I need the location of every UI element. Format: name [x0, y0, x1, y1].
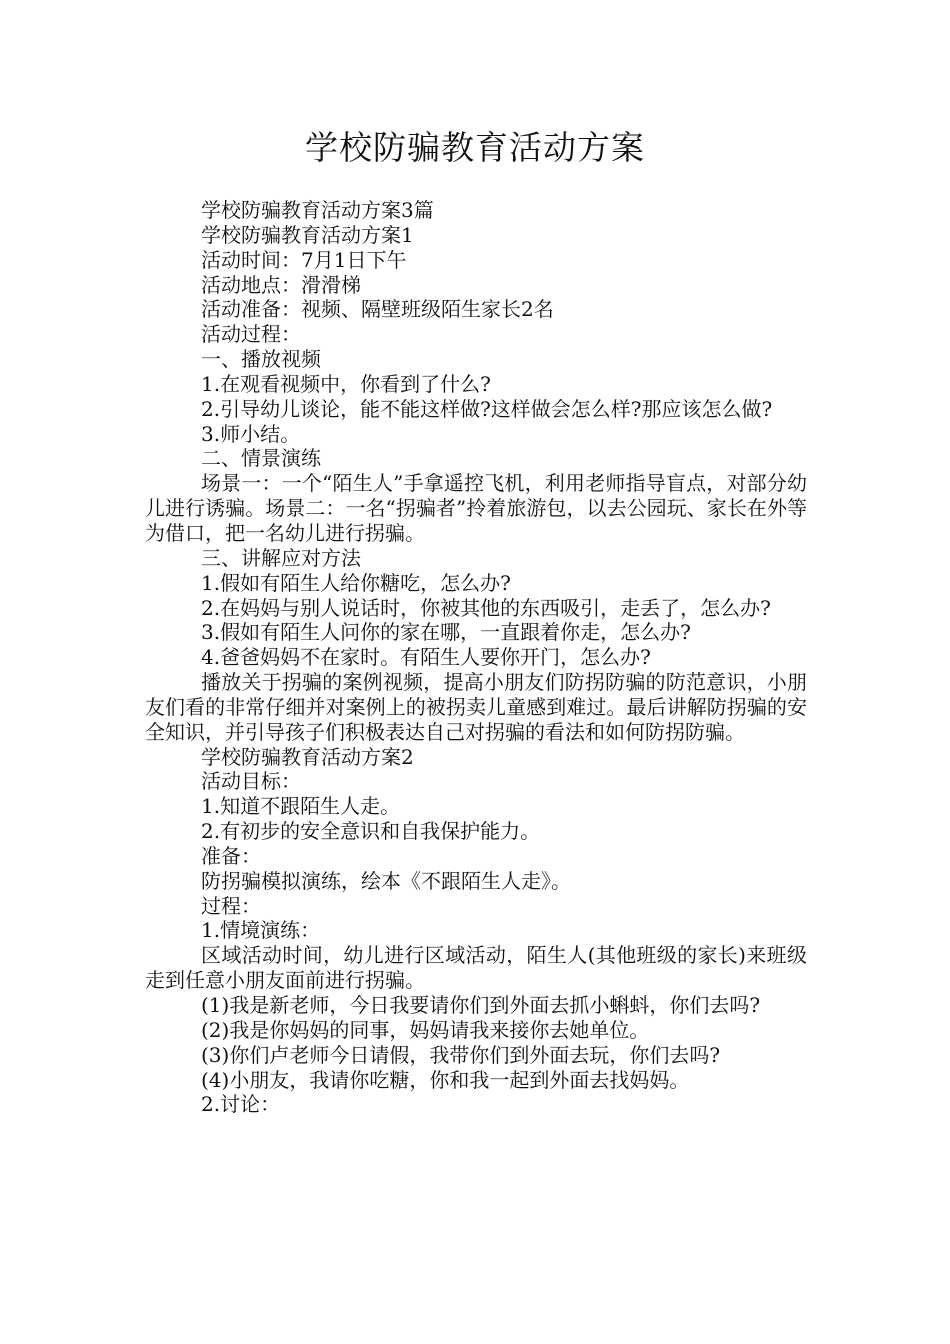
- paragraph-item: 3.师小结。: [201, 421, 301, 446]
- paragraph-plan1-heading: 学校防骗教育活动方案1: [201, 222, 414, 247]
- paragraph-location: 活动地点：滑滑梯: [201, 272, 361, 297]
- paragraph-prep-content: 防拐骗模拟演练，绘本《不跟陌生人走》。: [201, 868, 571, 893]
- paragraph-item: 2.讨论：: [201, 1092, 281, 1117]
- paragraph-time: 活动时间：7月1日下午: [201, 247, 407, 272]
- paragraph-item: 2.在妈妈与别人说话时，你被其他的东西吸引，走丢了，怎么办?: [201, 595, 771, 620]
- paragraph-item: (4)小朋友，我请你吃糖，你和我一起到外面去找妈妈。: [201, 1067, 690, 1092]
- paragraph-section-3: 三、讲解应对方法: [201, 545, 361, 570]
- paragraph-item: (3)你们卢老师今日请假，我带你们到外面去玩，你们去吗?: [201, 1042, 721, 1067]
- paragraph-scenario: 区域活动时间，幼儿进行区域活动，陌生人(其他班级的家长)来班级走到任意小朋友面前进行拐骗。: [145, 943, 807, 993]
- paragraph-item: 1.在观看视频中，你看到了什么?: [201, 371, 491, 396]
- paragraph-item: 2.引导幼儿谈论，能不能这样做?这样做会怎么样?那应该怎么做?: [201, 396, 773, 421]
- paragraph-goals: 活动目标：: [201, 769, 301, 794]
- paragraph-process: 活动过程：: [201, 322, 301, 347]
- paragraph-plan2-heading: 学校防骗教育活动方案2: [201, 744, 414, 769]
- paragraph-item: 4.爸爸妈妈不在家时。有陌生人要你开门，怎么办?: [201, 645, 651, 670]
- paragraph-item: 1.情境演练：: [201, 918, 321, 943]
- paragraph-item: (1)我是新老师，今日我要请你们到外面去抓小蝌蚪，你们去吗?: [201, 993, 761, 1017]
- paragraph-summary: 播放关于拐骗的案例视频，提高小朋友们防拐防骗的防范意识，小朋友们看的非常仔细并对案例上的被拐卖儿童感到难过。最后讲解防拐骗的安全知识，并引导孩子们积极表达自己对拐骗的看法和如何防拐防骗。: [145, 670, 807, 744]
- paragraph-process-label: 过程：: [201, 893, 261, 918]
- paragraph-item: (2)我是你妈妈的同事，妈妈请我来接你去她单位。: [201, 1017, 650, 1042]
- paragraph-preparation: 活动准备：视频、隔壁班级陌生家长2名: [201, 297, 554, 322]
- paragraph-scenes: 场景一：一个“陌生人”手拿遥控飞机，利用老师指导盲点，对部分幼儿进行诱骗。场景二：一名“拐骗者”拎着旅游包，以去公园玩、家长在外等为借口，把一名幼儿进行拐骗。: [145, 471, 807, 545]
- document-body: [145, 198, 807, 1117]
- paragraph-subtitle: 学校防骗教育活动方案3篇: [201, 198, 434, 222]
- paragraph-section-2: 二、情景演练: [201, 446, 321, 471]
- paragraph-prep-label: 准备：: [201, 843, 261, 868]
- paragraph-item: 1.假如有陌生人给你糖吃，怎么办?: [201, 570, 511, 595]
- paragraph-item: 2.有初步的安全意识和自我保护能力。: [201, 819, 541, 844]
- paragraph-item: 1.知道不跟陌生人走。: [201, 794, 401, 819]
- document-title: 学校防骗教育活动方案: [305, 128, 645, 167]
- paragraph-item: 3.假如有陌生人问你的家在哪，一直跟着你走，怎么办?: [201, 620, 691, 645]
- paragraph-section-1: 一、播放视频: [201, 347, 321, 372]
